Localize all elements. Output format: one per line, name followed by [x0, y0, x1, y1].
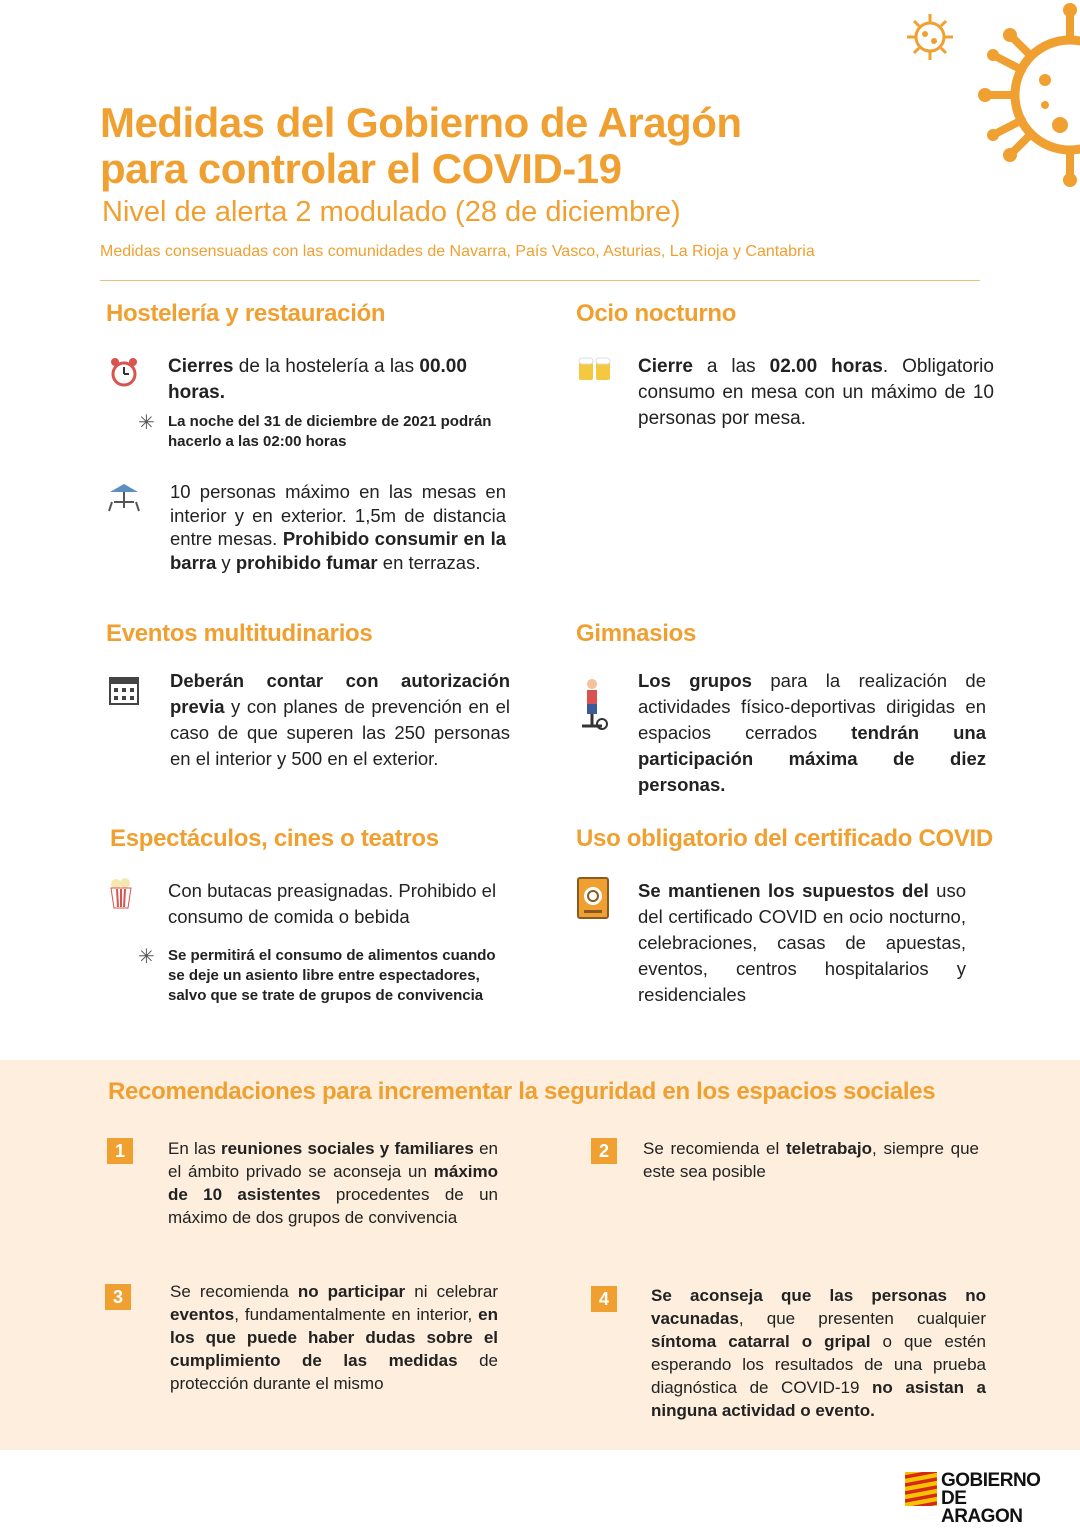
asterisk-icon: ✳: [138, 412, 155, 434]
number-badge: 1: [107, 1138, 133, 1164]
virus-large-icon: [965, 0, 1080, 190]
section-heading-hosteleria: Hostelería y restauración: [106, 300, 386, 327]
ocio-text: Cierre a las 02.00 horas. Obligatorio consumo en mesa con un máximo de 10 personas por mesa.: [638, 356, 994, 429]
section-heading-ocio: Ocio nocturno: [576, 300, 737, 327]
section-heading-espectaculos: Espectáculos, cines o teatros: [110, 825, 439, 852]
espectaculos-text: Con butacas preasignadas. Prohibido el consumo de comida o bebida: [168, 880, 497, 927]
hosteleria-mesas-text: 10 personas máximo en las mesas en interior y en exterior. 1,5m de distancia entre mesas. Prohibido consumir en la barra y prohibido fumar en terrazas.: [170, 481, 507, 573]
hosteleria-note: La noche del 31 de diciembre de 2021 podrán hacerlo a las 02:00 horas: [168, 413, 492, 450]
hosteleria-cierre-text: Cierres de la hostelería a las 00.00 horas.: [168, 356, 467, 403]
logo-line2: DE ARAGON: [941, 1488, 1023, 1527]
recommendation-item-3: Se recomienda no participar ni celebrar eventos, fundamentalmente en interior, en los que puede haber dudas sobre el cumplimiento de las medidas de protección durante el mismo: [170, 1282, 498, 1393]
section-heading-gimnasios: Gimnasios: [576, 620, 697, 647]
logo-line1: GOBIERNO: [941, 1470, 1041, 1491]
alarm-clock-icon: [104, 352, 144, 392]
exercise-bike-icon: [572, 676, 612, 736]
terrace-table-icon: [104, 478, 144, 518]
popcorn-icon: [108, 876, 134, 910]
number-badge: 4: [591, 1286, 617, 1312]
covid-passport-icon: [576, 876, 610, 920]
page-subtitle: Nivel de alerta 2 modulado (28 de diciembre): [102, 196, 681, 228]
page-title: Medidas del Gobierno de Aragón para controlar el COVID-19: [100, 99, 742, 192]
recommendation-item-2: Se recomienda el teletrabajo, siempre que este sea posible: [643, 1139, 979, 1181]
header-divider: [100, 280, 980, 281]
number-badge: 2: [591, 1138, 617, 1164]
recommendation-item-1: En las reuniones sociales y familiares en el ámbito privado se aconseja un máximo de 10 asistentes procedentes de un máximo de dos grupos de convivencia: [168, 1139, 498, 1227]
aragon-flag-icon: [905, 1472, 937, 1506]
certificado-text: Se mantienen los supuestos del uso del certificado COVID en ocio nocturno, celebraciones, casas de apuestas, eventos, centros hospitalarios y residenciales: [638, 880, 967, 1005]
espectaculos-note: Se permitirá el consumo de alimentos cuando se deje un asiento libre entre espectadores, salvo que se trate de grupos de convivencia: [168, 947, 496, 1004]
eventos-text: Deberán contar con autorización previa y con planes de prevención en el caso de que superen las 250 personas en el interior y 500 en el exterior.: [170, 670, 510, 769]
recommendations-heading: Recomendaciones para incrementar la seguridad en los espacios sociales: [108, 1078, 936, 1105]
beer-mugs-icon: [575, 348, 615, 388]
number-badge: 3: [105, 1284, 131, 1310]
virus-small-icon: [905, 12, 955, 62]
asterisk-icon: ✳: [138, 946, 155, 968]
section-heading-certificado: Uso obligatorio del certificado COVID: [576, 825, 993, 852]
consensus-note: Medidas consensuadas con las comunidades de Navarra, País Vasco, Asturias, La Rioja y Cantabria: [100, 243, 815, 260]
calendar-icon: [104, 670, 144, 710]
gimnasios-text: Los grupos para la realización de actividades físico-deportivas dirigidas en espacios cerrados tendrán una participación máxima de diez personas.: [638, 670, 986, 795]
section-heading-eventos: Eventos multitudinarios: [106, 620, 373, 647]
recommendation-item-4: Se aconseja que las personas no vacunadas, que presenten cualquier síntoma catarral o gripal o que estén esperando los resultados de una prueba diagnóstica de COVID-19 no asistan a ninguna actividad o evento.: [651, 1286, 986, 1420]
